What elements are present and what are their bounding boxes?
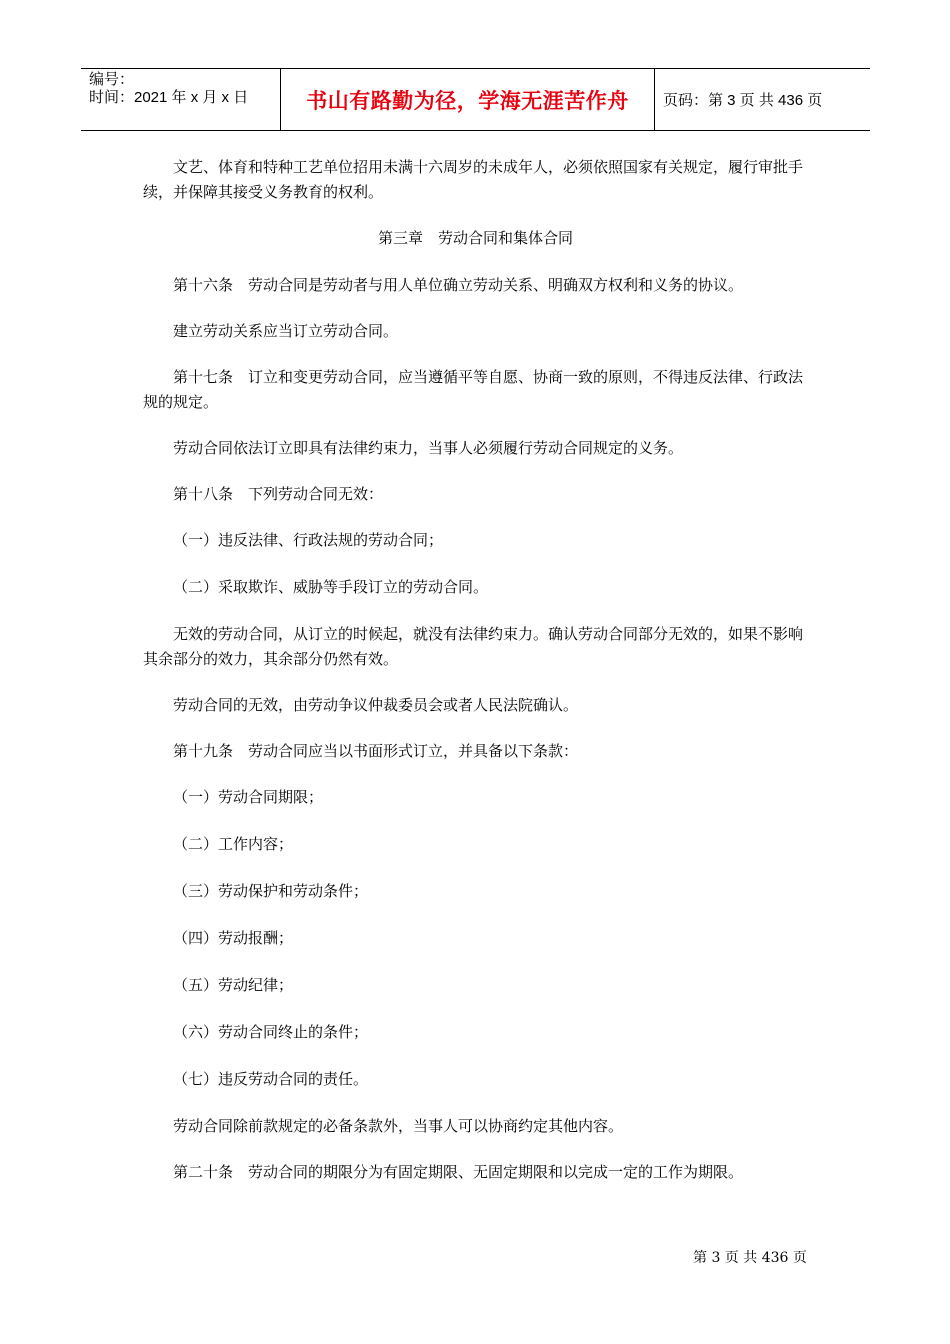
page-header: [81, 68, 870, 131]
header-page-info: 页码：第 3 页 共 436 页: [663, 92, 823, 109]
list-item: （一）劳动合同期限；: [173, 788, 324, 806]
list-item: （七）违反劳动合同的责任。: [173, 1070, 369, 1088]
article-20: 第二十条 劳动合同的期限分为有固定期限、无固定期限和以完成一定的工作为期限。: [173, 1163, 744, 1181]
list-item: （五）劳动纪律；: [173, 976, 294, 994]
header-meta: [81, 69, 281, 130]
page-footer: 第 3 页 共 436 页: [693, 1250, 807, 1266]
list-item: （六）劳动合同终止的条件；: [173, 1023, 369, 1041]
paragraph: 劳动合同除前款规定的必备条款外，当事人可以协商约定其他内容。: [173, 1117, 624, 1135]
header-number-label: 编号：: [89, 71, 135, 88]
chapter-title: 第三章 劳动合同和集体合同: [377, 229, 573, 247]
article-16: 第十六条 劳动合同是劳动者与用人单位确立劳动关系、明确双方权利和义务的协议。: [173, 276, 744, 294]
paragraph: 劳动合同的无效，由劳动争议仲裁委员会或者人民法院确认。: [173, 696, 579, 714]
paragraph: 无效的劳动合同，从订立的时候起，就没有法律约束力。确认劳动合同部分无效的，如果不影响其余部分的效力，其余部分仍然有效。: [143, 625, 804, 668]
article-18: 第十八条 下列劳动合同无效：: [173, 485, 384, 503]
paragraph: 劳动合同依法订立即具有法律约束力，当事人必须履行劳动合同规定的义务。: [173, 439, 684, 457]
article-17: 第十七条 订立和变更劳动合同，应当遵循平等自愿、协商一致的原则，不得违反法律、行政法规的规定。: [143, 368, 804, 411]
article-19: 第十九条 劳动合同应当以书面形式订立，并具备以下条款：: [173, 742, 579, 760]
paragraph: 文艺、体育和特种工艺单位招用未满十六周岁的未成年人，必须依照国家有关规定，履行审批手续，并保障其接受义务教育的权利。: [143, 158, 804, 201]
paragraph: 建立劳动关系应当订立劳动合同。: [173, 322, 399, 340]
document-body: [143, 155, 808, 1206]
list-item: （四）劳动报酬；: [173, 929, 294, 947]
list-item: （三）劳动保护和劳动条件；: [173, 882, 369, 900]
list-item: （二）工作内容；: [173, 835, 294, 853]
header-motto: 书山有路勤为径，学海无涯苦作舟: [281, 69, 655, 130]
list-item: （一）违反法律、行政法规的劳动合同；: [173, 531, 444, 549]
header-date: 时间：2021 年 x 月 x 日: [89, 89, 249, 106]
list-item: （二）采取欺诈、威胁等手段订立的劳动合同。: [173, 578, 489, 596]
